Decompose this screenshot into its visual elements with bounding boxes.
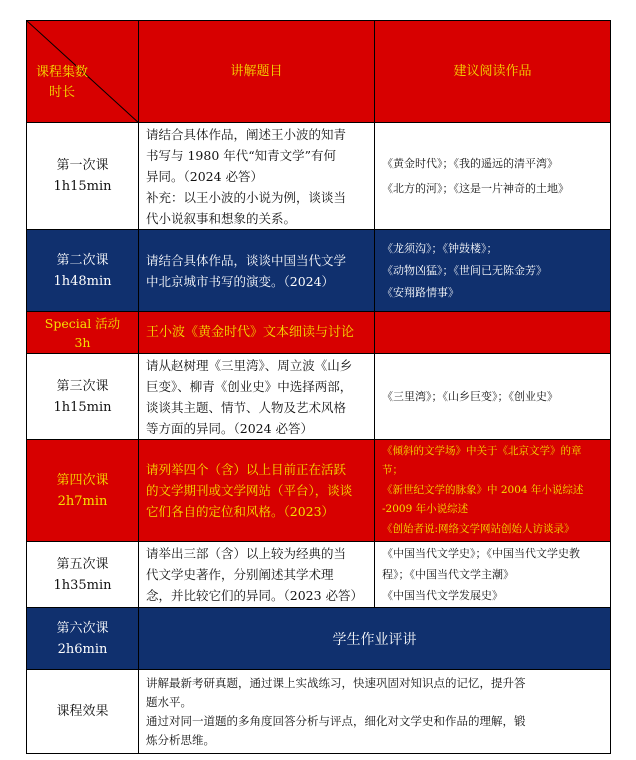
reading-line: 《动物凶猛》；《世间已无陈金芳》 (382, 263, 547, 277)
session-duration: 1h15min (53, 179, 112, 194)
topic-line: 书写与 1980 年代“知青文学”有何 (146, 147, 337, 163)
table-row (26, 608, 611, 670)
topic-line: 请结合具体作品，谈谈中国当代文学 (146, 252, 347, 268)
topic-line: 中北京城市书写的演变。（2024） (146, 273, 335, 289)
topic-line: 谈谈其主题、情节、人物及艺术风格 (146, 399, 347, 415)
reading-cell (375, 230, 611, 312)
topic-cell (139, 542, 375, 608)
session-cell (26, 230, 139, 312)
topic-line: 它们各自的定位和风格。（2023） (146, 504, 335, 519)
session-cell (26, 608, 139, 670)
reading-cell (375, 354, 611, 440)
table-header-row (26, 20, 611, 123)
reading-cell (375, 123, 611, 230)
session-name: 第五次课 (56, 556, 109, 572)
session-cell (26, 312, 139, 354)
effect-label: 课程效果 (56, 704, 109, 719)
effect-line: 讲解最新考研真题，通过课上实战练习，快速巩固对知识点的记忆，提升答 (146, 675, 526, 690)
topic-cell (139, 230, 375, 312)
topic-line: 补充：以王小波的小说为例，谈谈当 (146, 189, 347, 205)
reading-line: 《北方的河》；《这是一片神奇的土地》 (382, 182, 569, 195)
session-duration: 2h7min (57, 493, 108, 509)
topic-line: 等方面的异同。（2024 必答） (146, 420, 314, 436)
topic-cell (139, 123, 375, 230)
session-duration: 3h (74, 334, 91, 350)
header-label-topic: 讲解题目 (230, 63, 283, 79)
reading-line: 《新世纪文学的脉象》中 2004 年小说综述 (382, 483, 584, 496)
reading-line: 节； (382, 464, 403, 477)
session-duration: 2h6min (57, 641, 108, 657)
session-duration: 1h35min (53, 577, 112, 593)
course-effect-row (26, 670, 611, 754)
effect-line: 通过对同一道题的多角度回答分析与评点，细化对文学史和作品的理解，锻 (146, 713, 526, 728)
session-duration: 1h48min (53, 273, 112, 289)
topic-line: 请从赵树理《三里湾》、周立波《山乡 (146, 357, 353, 373)
reading-line: 《创始者说:网络文学网站创始人访谈录》 (382, 522, 575, 535)
table-row (26, 542, 611, 608)
topic-line: 异同。（2024 必答） (146, 168, 264, 184)
effect-text-cell (139, 670, 611, 754)
session-cell (26, 542, 139, 608)
session-cell (26, 440, 139, 542)
session-name: 第一次课 (56, 158, 109, 173)
topic-cell (139, 312, 375, 354)
session-cell (26, 354, 139, 440)
reading-cell-empty (375, 312, 611, 354)
header-cell-session (26, 20, 139, 123)
header-label-episodes: 课程集数 (35, 65, 88, 80)
topic-line: 的文学期刊或文学网站（平台），谈谈 (146, 483, 353, 498)
reading-line: 《黄金时代》；《我的遥远的清平湾》 (382, 157, 558, 170)
reading-cell (375, 542, 611, 608)
session-name: Special 活动 (44, 315, 121, 331)
session-cell (26, 123, 139, 230)
reading-line: 《龙须沟》；《钟鼓楼》； (382, 241, 498, 255)
reading-line: 《倾斜的文学场》中关于《北京文学》的章 (382, 444, 582, 457)
topic-line: 代小说叙事和想象的关系。 (146, 210, 297, 226)
topic-cell (139, 440, 375, 542)
header-label-reading: 建议阅读作品 (453, 63, 532, 79)
session-name: 第四次课 (56, 472, 109, 488)
header-cell-reading (375, 20, 611, 123)
topic-line: 请列举四个（含）以上目前正在活跃 (146, 462, 347, 477)
table-row (26, 440, 611, 542)
merged-topic-cell (139, 608, 611, 670)
table-row (26, 312, 611, 354)
topic-line: 代文学史著作，分别阐述其学术理 (146, 567, 334, 582)
reading-line: 《中国当代文学史》；《中国当代文学史教 (382, 547, 580, 560)
session-name: 第六次课 (56, 620, 109, 636)
reading-line: 《中国当代文学发展史》 (382, 589, 503, 602)
effect-label-cell (26, 670, 139, 754)
course-table (26, 20, 611, 747)
effect-line: 题水平。 (146, 694, 192, 709)
table-row (26, 123, 611, 230)
merged-topic-text: 学生作业评讲 (332, 631, 417, 648)
topic-line: 巨变》、柳青《创业史》中选择两部， (146, 378, 353, 394)
topic-line: 请举出三部（含）以上较为经典的当 (146, 546, 347, 561)
session-name: 第三次课 (56, 378, 109, 394)
reading-line: 《三里湾》；《山乡巨变》；《创业史》 (382, 390, 558, 403)
reading-line: -2009 年小说综述 (382, 503, 469, 516)
header-label-duration: 时长 (48, 85, 75, 100)
reading-line: 程》；《中国当代文学主潮》 (382, 568, 514, 581)
session-duration: 1h15min (53, 399, 112, 415)
effect-line: 炼分析思维。 (146, 732, 215, 747)
topic-line: 念，并比较它们的异同。（2023 必答） (146, 588, 364, 603)
topic-cell (139, 354, 375, 440)
table-row (26, 354, 611, 440)
table-row (26, 230, 611, 312)
header-cell-topic (139, 20, 375, 123)
reading-line: 《安翔路情事》 (382, 285, 459, 299)
topic-line: 请结合具体作品，阐述王小波的知青 (146, 126, 347, 142)
topic-line: 王小波《黄金时代》文本细读与讨论 (146, 325, 355, 340)
reading-cell (375, 440, 611, 542)
session-name: 第二次课 (56, 252, 109, 268)
